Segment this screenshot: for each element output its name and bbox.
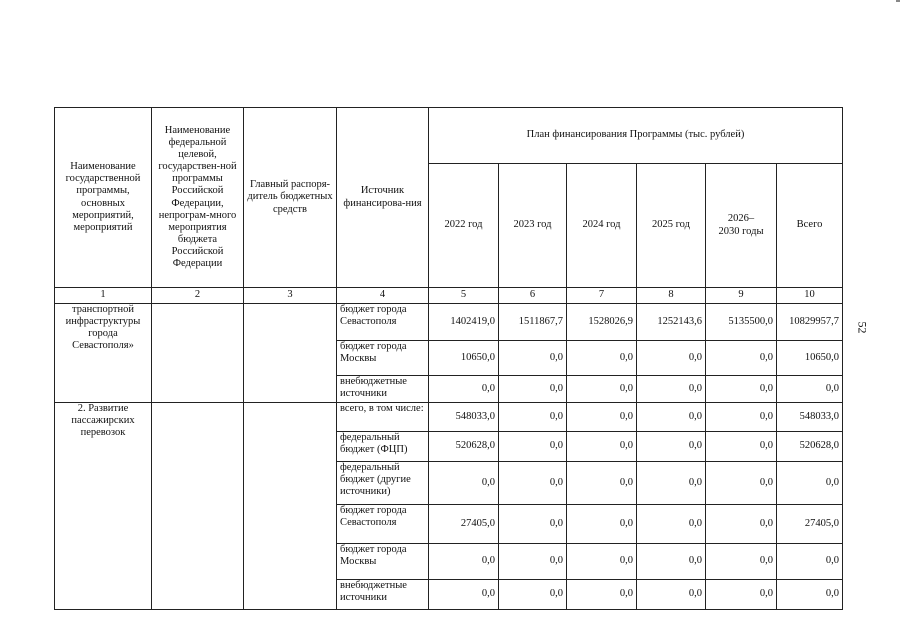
header-year: 2024 год [567,164,637,288]
funding-source: федеральный бюджет (ФЦП) [337,432,429,462]
amount-cell: 520628,0 [777,432,843,462]
column-number: 3 [244,288,337,304]
empty-cell [152,304,244,403]
amount-cell: 0,0 [499,505,567,544]
header-budget-manager: Главный распоря-дитель бюджетных средств [244,108,337,288]
funding-source: всего, в том числе: [337,403,429,432]
header-federal-program: Наименование федеральной целевой, государствен-ной программы Российской Федерации, непрограм-много мероприятия бюджета Российской Федерации [152,108,244,288]
amount-cell: 0,0 [429,462,499,505]
amount-cell: 0,0 [567,544,637,580]
funding-source: бюджет города Севастополя [337,505,429,544]
amount-cell: 0,0 [637,505,706,544]
column-number: 5 [429,288,499,304]
amount-cell: 0,0 [637,376,706,403]
amount-cell: 0,0 [706,462,777,505]
program-name: 2. Развитие пассажирских перевозок [55,403,152,610]
amount-cell: 520628,0 [429,432,499,462]
amount-cell: 27405,0 [429,505,499,544]
amount-cell: 0,0 [567,580,637,610]
header-plan-title: План финансирования Программы (тыс. рублей) [429,108,843,164]
amount-cell: 0,0 [499,544,567,580]
amount-cell: 0,0 [777,580,843,610]
funding-source: внебюджетные источники [337,580,429,610]
table-row [55,304,843,341]
amount-cell: 0,0 [499,403,567,432]
amount-cell: 0,0 [567,403,637,432]
amount-cell: 0,0 [429,580,499,610]
funding-source: внебюджетные источники [337,376,429,403]
column-number: 8 [637,288,706,304]
header-year: 2022 год [429,164,499,288]
funding-source: бюджет города Севастополя [337,304,429,341]
amount-cell: 27405,0 [777,505,843,544]
header-funding-source: Источник финансирова-ния [337,108,429,288]
column-number: 2 [152,288,244,304]
amount-cell: 0,0 [637,403,706,432]
column-number: 7 [567,288,637,304]
empty-cell [244,304,337,403]
amount-cell: 548033,0 [777,403,843,432]
amount-cell: 0,0 [637,462,706,505]
amount-cell: 0,0 [706,580,777,610]
amount-cell: 0,0 [637,544,706,580]
amount-cell: 10650,0 [777,341,843,376]
amount-cell: 548033,0 [429,403,499,432]
funding-source: федеральный бюджет (другие источники) [337,462,429,505]
amount-cell: 0,0 [777,544,843,580]
column-number: 1 [55,288,152,304]
amount-cell: 0,0 [499,580,567,610]
amount-cell: 0,0 [706,403,777,432]
amount-cell: 1402419,0 [429,304,499,341]
financing-table [54,107,843,610]
amount-cell: 0,0 [706,341,777,376]
amount-cell: 0,0 [499,341,567,376]
amount-cell: 0,0 [567,505,637,544]
funding-source: бюджет города Москвы [337,341,429,376]
column-number: 4 [337,288,429,304]
amount-cell: 0,0 [429,544,499,580]
amount-cell: 0,0 [567,341,637,376]
header-year: 2023 год [499,164,567,288]
amount-cell: 0,0 [567,376,637,403]
column-number: 9 [706,288,777,304]
header-year: 2026– 2030 годы [706,164,777,288]
program-name: транспортной инфраструктуры города Севастополя» [55,304,152,403]
amount-cell: 0,0 [499,462,567,505]
amount-cell: 0,0 [567,462,637,505]
table-row [55,403,843,432]
header-year: 2025 год [637,164,706,288]
amount-cell: 10650,0 [429,341,499,376]
amount-cell: 0,0 [637,341,706,376]
amount-cell: 1528026,9 [567,304,637,341]
header-year: Всего [777,164,843,288]
amount-cell: 0,0 [706,544,777,580]
amount-cell: 0,0 [637,432,706,462]
header-program: Наименование государственной программы, основных мероприятий, мероприятий [55,108,152,288]
funding-source: бюджет города Москвы [337,544,429,580]
amount-cell: 0,0 [706,376,777,403]
amount-cell: 1252143,6 [637,304,706,341]
amount-cell: 1511867,7 [499,304,567,341]
column-number: 6 [499,288,567,304]
amount-cell: 0,0 [706,432,777,462]
amount-cell: 10829957,7 [777,304,843,341]
amount-cell: 0,0 [567,432,637,462]
amount-cell: 0,0 [777,462,843,505]
amount-cell: 0,0 [499,432,567,462]
amount-cell: 0,0 [429,376,499,403]
empty-cell [244,403,337,610]
column-number: 10 [777,288,843,304]
empty-cell [152,403,244,610]
amount-cell: 0,0 [777,376,843,403]
amount-cell: 0,0 [637,580,706,610]
page-number: 52 [855,321,870,334]
amount-cell: 0,0 [706,505,777,544]
scan-speck [896,0,900,2]
amount-cell: 5135500,0 [706,304,777,341]
amount-cell: 0,0 [499,376,567,403]
